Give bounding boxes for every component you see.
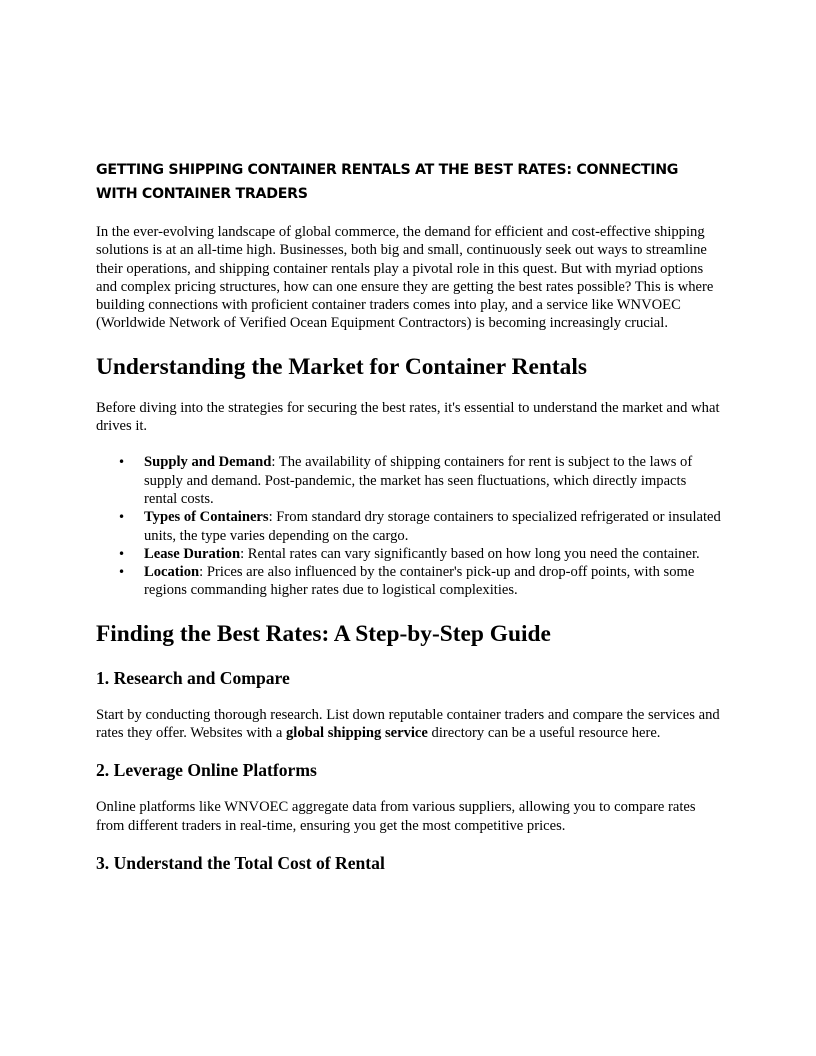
step-3-heading: 3. Understand the Total Cost of Rental: [96, 852, 385, 873]
list-item-text: : Rental rates can vary significantly based on how long you need the container.: [240, 545, 700, 562]
list-item-term: Types of Containers: [144, 509, 269, 526]
list-item-container-types: [96, 508, 722, 545]
bullet-icon: •: [118, 546, 126, 561]
list-item-text: : From standard dry storage containers to specialized refrigerated or insulated units, the type varies depending on the cargo.: [144, 509, 721, 544]
document-title: GETTING SHIPPING CONTAINER RENTALS AT THE BEST RATES: CONNECTING WITH CONTAINER TRADERS: [96, 162, 679, 202]
step-1-paragraph: [96, 706, 722, 743]
list-item-supply-demand: [96, 453, 722, 508]
intro-paragraph: In the ever-evolving landscape of global commerce, the demand for efficient and cost-effective shipping solutions is at an all-time high. Businesses, both big and small, continuously seek out ways to streamline their operations, and shipping container rentals play a pivotal role in this quest. But with myriad options and complex pricing structures, how can one ensure they are getting the best rates possible? This is where building connections with proficient container traders comes into play, and a service like WNVOEC (Worldwide Network of Verified Ocean Equipment Contractors) is becoming increasingly crucial.: [96, 224, 714, 332]
list-item-term: Supply and Demand: [144, 454, 272, 471]
bullet-icon: •: [118, 510, 126, 525]
step-2-heading: 2. Leverage Online Platforms: [96, 760, 317, 781]
guide-heading: Finding the Best Rates: A Step-by-Step Guide: [96, 620, 551, 647]
market-heading: Understanding the Market for Container Rentals: [96, 353, 587, 380]
list-item-location: [96, 563, 722, 600]
global-shipping-service-term: global shipping service: [285, 725, 428, 742]
step-1-heading: 1. Research and Compare: [96, 667, 290, 688]
market-factors-list: [96, 453, 722, 599]
list-item-text: : The availability of shipping containers for rent is subject to the laws of supply and demand. Post-pandemic, the market has seen fluctuations, which directly impacts rental costs.: [144, 454, 693, 507]
bullet-icon: •: [118, 455, 126, 470]
list-item-term: Location: [144, 564, 200, 581]
document-page: [96, 158, 722, 891]
market-lead-paragraph: Before diving into the strategies for securing the best rates, it's essential to understand the market and what drives it.: [96, 399, 720, 435]
step-1-text-before: Start by conducting thorough research. List down reputable container traders and compare the services and rates they offer. Websites with a: [96, 706, 720, 742]
list-item-lease-duration: [96, 545, 722, 563]
bullet-icon: •: [118, 565, 126, 580]
list-item-text: : Prices are also influenced by the container's pick-up and drop-off points, with some regions commanding higher rates due to logistical complexities.: [144, 564, 695, 599]
step-2-paragraph: Online platforms like WNVOEC aggregate data from various suppliers, allowing you to compare rates from different traders in real-time, ensuring you get the most competitive prices.: [96, 799, 696, 834]
list-item-term: Lease Duration: [144, 545, 241, 562]
step-1-text-after: directory can be a useful resource here.: [427, 725, 661, 742]
